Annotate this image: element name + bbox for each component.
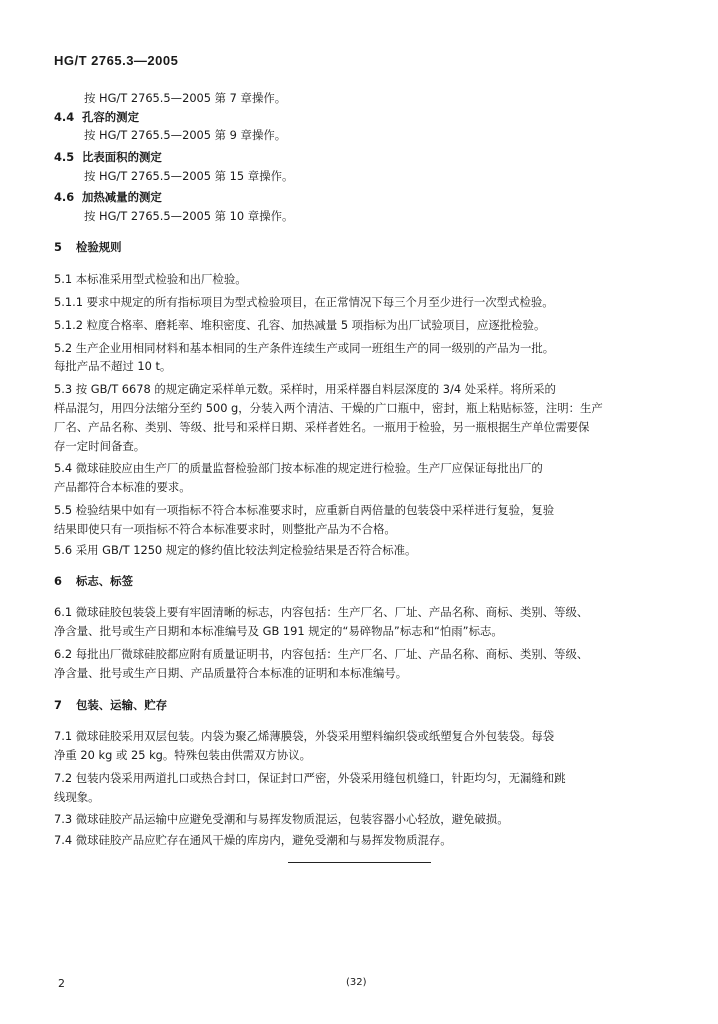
clause-6-1-line1: 6.1 微球硅胶包装袋上要有牢固清晰的标志，内容包括：生产厂名、厂址、产品名称、商标、类别、等级、 (54, 605, 589, 619)
clause-7-3: 7.3 微球硅胶产品运输中应避免受潮和与易挥发物质混运，包装容器小心轻放，避免破损。 (54, 812, 509, 826)
clause-7-2-line1: 7.2 包装内袋采用两道扎口或热合封口，保证封口严密，外袋采用缝包机缝口，针距均匀，无漏缝和跳 (54, 771, 566, 785)
clause-6-2-line2: 净含量、批号或生产日期、产品质量符合本标准的证明和本标准编号。 (54, 666, 408, 680)
clause-heading-4-5 (54, 150, 162, 164)
page-number: 2 (58, 977, 65, 990)
clause-5-3-line4: 存一定时间备查。 (54, 439, 146, 453)
clause-7-4: 7.4 微球硅胶产品应贮存在通风干燥的库房内，避免受潮和与易挥发物质混存。 (54, 833, 452, 847)
clause-5-5-line2: 结果即使只有一项指标不符合本标准要求时，则整批产品为不合格。 (54, 522, 396, 536)
clause-5-2-line2: 每批产品不超过 10 t。 (54, 359, 172, 373)
clause-5-4-line2: 产品都符合本标准的要求。 (54, 480, 191, 494)
clause-title: 加热减量的测定 (82, 190, 162, 204)
clause-5-1-2: 5.1.2 粒度合格率、磨耗率、堆积密度、孔容、加热减量 5 项指标为出厂试验项目，应逐批检验。 (54, 318, 546, 332)
clause-5-1-1: 5.1.1 要求中规定的所有指标项目为型式检验项目，在正常情况下每三个月至少进行一次型式检验。 (54, 295, 554, 309)
clause-6-2-line1: 6.2 每批出厂微球硅胶都应附有质量证明书，内容包括：生产厂名、厂址、产品名称、商标、类别、等级、 (54, 647, 589, 661)
clause-number: 4.6 (54, 190, 75, 204)
section-title: 包装、运输、贮存 (76, 698, 168, 712)
section-title: 标志、标签 (76, 574, 133, 588)
clause-5-1: 5.1 本标准采用型式检验和出厂检验。 (54, 272, 247, 286)
section-title: 检验规则 (76, 240, 122, 254)
clause-number: 4.5 (54, 150, 75, 164)
clause-5-5-line1: 5.5 检验结果中如有一项指标不符合本标准要求时，应重新自两倍量的包装袋中采样进行复验，复验 (54, 503, 555, 517)
clause-6-1-line2: 净含量、批号或生产日期和本标准编号及 GB 191 规定的“易碎物品”标志和“怕雨”标志。 (54, 624, 503, 638)
clause-title: 比表面积的测定 (82, 150, 162, 164)
section-heading-5 (54, 240, 122, 254)
section-number: 7 (54, 698, 62, 712)
clause-title: 孔容的测定 (82, 110, 139, 124)
clause-5-3-line3: 厂名、产品名称、类别、等级、批号和采样日期、采样者姓名。一瓶用于检验，另一瓶根据生产单位需要保 (54, 420, 590, 434)
clause-heading-4-6 (54, 190, 162, 204)
clause-7-1-line2: 净重 20 kg 或 25 kg。特殊包装由供需双方协议。 (54, 748, 311, 762)
section-heading-7 (54, 698, 167, 712)
section-number: 5 (54, 240, 62, 254)
clause-5-4-line1: 5.4 微球硅胶应由生产厂的质量监督检验部门按本标准的规定进行检验。生产厂应保证每批出厂的 (54, 461, 543, 475)
clause-heading-4-4 (54, 110, 139, 124)
text-line: 按 HG/T 2765.5—2005 第 10 章操作。 (84, 209, 294, 223)
clause-5-2-line1: 5.2 生产企业用相同材料和基本相同的生产条件连续生产或同一班组生产的同一级别的产品为一批。 (54, 341, 555, 355)
text-line: 按 HG/T 2765.5—2005 第 9 章操作。 (84, 128, 287, 142)
clause-7-2-line2: 线现象。 (54, 790, 100, 804)
clause-number: 4.4 (54, 110, 75, 124)
sheet-number: (32) (346, 977, 367, 988)
text-line: 按 HG/T 2765.5—2005 第 7 章操作。 (84, 91, 287, 105)
clause-5-3-line2: 样品混匀，用四分法缩分至约 500 g，分装入两个清洁、干燥的广口瓶中，密封，瓶上粘贴标签，注明：生产 (54, 401, 603, 415)
section-number: 6 (54, 574, 62, 588)
text-line: 按 HG/T 2765.5—2005 第 15 章操作。 (84, 169, 294, 183)
clause-5-3-line1: 5.3 按 GB/T 6678 的规定确定采样单元数。采样时，用采样器自料层深度的 3/4 处采样。将所采的 (54, 382, 556, 396)
clause-7-1-line1: 7.1 微球硅胶采用双层包装。内袋为聚乙烯薄膜袋，外袋采用塑料编织袋或纸塑复合外包装袋。每袋 (54, 729, 555, 743)
standard-code-header: HG/T 2765.3—2005 (54, 53, 179, 68)
end-rule (288, 862, 431, 863)
section-heading-6 (54, 574, 133, 588)
clause-5-6: 5.6 采用 GB/T 1250 规定的修约值比较法判定检验结果是否符合标准。 (54, 543, 417, 557)
